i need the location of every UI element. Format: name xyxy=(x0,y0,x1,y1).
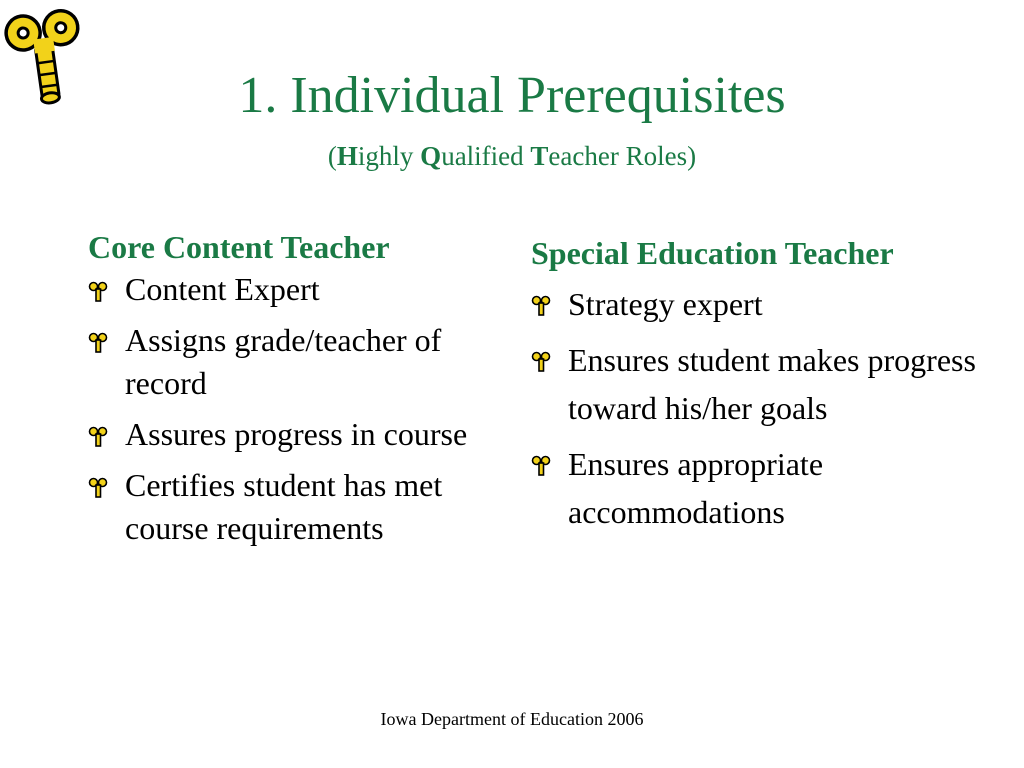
slide-title: 1. Individual Prerequisites xyxy=(238,67,786,124)
bullet-list xyxy=(531,280,1001,536)
list-item-text: Assures progress in course xyxy=(125,416,468,452)
subtitle-word-teacher-roles: eacher Roles) xyxy=(548,141,697,171)
list-item-text: Ensures appropriate accommodations xyxy=(568,446,824,530)
list-item xyxy=(88,268,498,311)
list-item xyxy=(88,464,498,550)
list-item-text: Certifies student has met course requirements xyxy=(125,467,443,546)
subtitle-initial-h: H xyxy=(336,141,358,171)
subtitle-initial-q: Q xyxy=(420,141,442,171)
list-item xyxy=(531,280,1001,328)
list-item xyxy=(88,319,498,405)
key-bullet-icon xyxy=(88,477,108,499)
key-bullet-icon xyxy=(531,455,551,477)
core-content-teacher-column xyxy=(88,228,498,550)
list-item xyxy=(531,336,1001,432)
list-item-text: Strategy expert xyxy=(568,286,763,322)
list-item-text: Content Expert xyxy=(125,271,320,307)
key-bullet-icon xyxy=(88,426,108,448)
special-education-teacher-column xyxy=(531,234,1001,536)
key-bullet-icon xyxy=(88,332,108,354)
list-item xyxy=(88,413,498,456)
subtitle-word-highly: ighly xyxy=(357,141,421,171)
list-item-text: Ensures student makes progress toward his/her goals xyxy=(568,342,976,426)
footer-credit: Iowa Department of Education 2006 xyxy=(380,709,644,729)
key-bullet-icon xyxy=(531,351,551,373)
list-item xyxy=(531,440,1001,536)
subtitle-initial-t: T xyxy=(530,141,549,171)
key-bullet-icon xyxy=(88,281,108,303)
list-item-text: Assigns grade/teacher of record xyxy=(125,322,442,401)
column-heading: Core Content Teacher xyxy=(88,229,390,265)
column-heading: Special Education Teacher xyxy=(531,235,894,271)
subtitle-open-paren: ( xyxy=(327,141,337,171)
slide-subtitle xyxy=(0,140,1024,172)
bullet-list xyxy=(88,268,498,550)
subtitle-word-qualified: ualified xyxy=(441,141,531,171)
key-bullet-icon xyxy=(531,295,551,317)
